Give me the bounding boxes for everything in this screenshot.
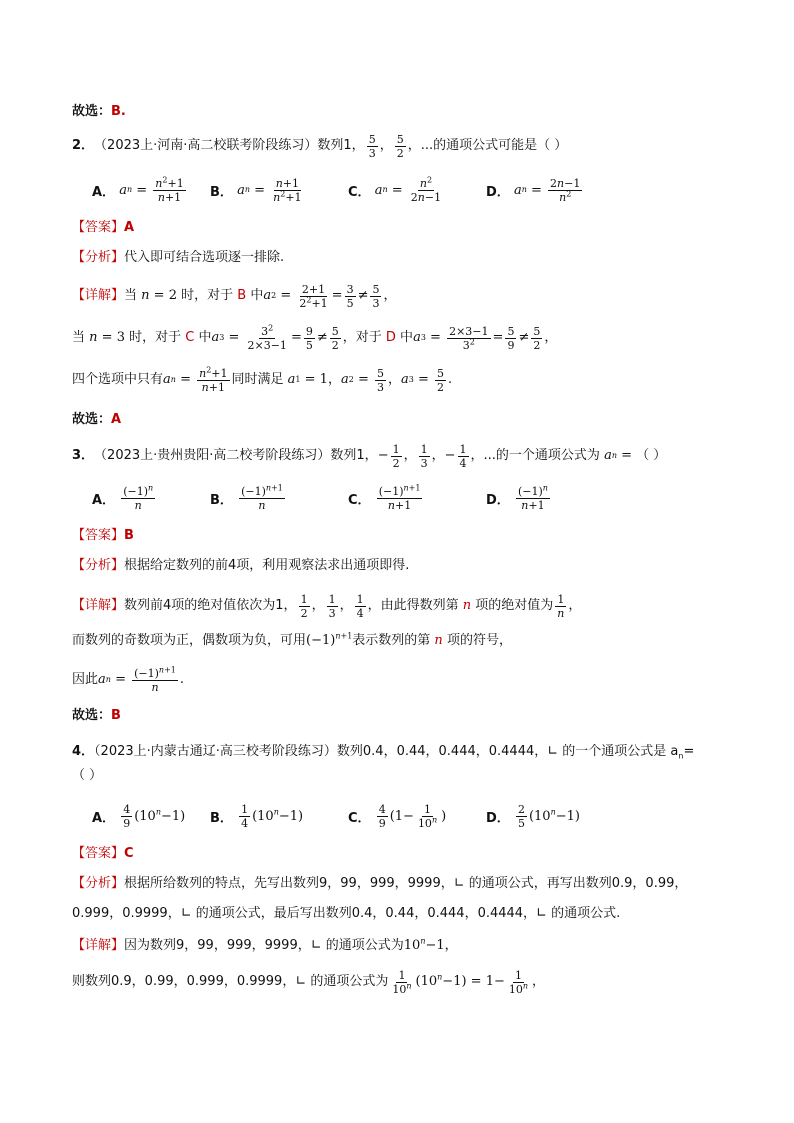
option-c: C． a n = $\frac{n^2}{2n-1}$ bbox=[348, 174, 442, 204]
fraction: $\frac{5}{2}$ bbox=[396, 132, 404, 160]
question-4-analysis-1: 【分析】根据所给数列的特点，先写出数列9，99，999，9999，∟ 的通项公式，再写出数列0.9，0.99， bbox=[72, 876, 688, 891]
question-2-analysis: 【分析】代入即可结合选项逐一排除. bbox=[72, 250, 285, 265]
question-2-stem: 2． （2023上·河南·高二校联考阶段练习） 数列1， $\frac{5}{3}$ ， $\frac{5}{2}$ ，...的通项公式可能是（ ） bbox=[72, 132, 568, 160]
question-3-analysis: 【分析】根据给定数列的前4项，利用观察法求出通项即得. bbox=[72, 558, 410, 573]
question-4-detail-1: 【详解】因为数列9，99，999，9999，∟ 的通项公式为$10^n-1$， bbox=[72, 936, 458, 953]
fraction: $\frac{5}{3}$ bbox=[368, 132, 376, 160]
question-4-analysis-2: 0.999，0.9999，∟ 的通项公式，最后写出数列0.4，0.44，0.444，0.4444，∟ 的通项公式. bbox=[72, 906, 621, 921]
option-a: A． a n = $\frac{n^2+1}{n+1}$ bbox=[92, 174, 184, 204]
question-3-detail-3: 因此 a n = $\frac{(-1)^{n+1}}{n}$ . bbox=[72, 664, 185, 694]
question-4-stem: 4．（2023上·内蒙古通辽·高三校考阶段练习）数列0.4，0.44，0.444，0.4444，∟ 的一个通项公式是 $a_n=$ bbox=[72, 744, 695, 761]
option-d: D． $\frac{(-1)^n}{n+1}$ bbox=[486, 482, 548, 512]
option-b: B． $\frac{(-1)^{n+1}}{n}$ bbox=[210, 482, 283, 512]
question-3-choose: 故选：B bbox=[72, 708, 121, 723]
option-c: C． $\frac{(-1)^{n+1}}{n+1}$ bbox=[348, 482, 421, 512]
question-2-detail-2: 当 n = 3 时，对于 C 中 a 3 = $\frac{3^2}{2\times 3-1}$ = $\frac{9}{5}$ ≠ $\frac{5}{2}$ ，对于 D 中 a 3 = $\frac{2\times 3-1}{3^2}$ = $\frac{5}{9}$ ≠ $\frac{5}{2}$ ， bbox=[72, 322, 558, 352]
question-3-options bbox=[92, 478, 754, 518]
question-4-options bbox=[92, 796, 754, 836]
option-a: A． $\frac{(-1)^n}{n}$ bbox=[92, 482, 154, 512]
question-3-detail-2: 而数列的奇数项为正，偶数项为负，可用 $(-1)^{n+1}$ 表示数列的第 n 项的符号， bbox=[72, 631, 512, 648]
question-3-stem: 3． （2023上·贵州贵阳·高二校考阶段练习） 数列1， − $\frac{1}{2}$ ， $\frac{1}{3}$ ， − $\frac{1}{4}$ ，...的一个通项公式为 a n = （ ） bbox=[72, 442, 667, 470]
option-a: A． $\frac{4}{9}$ $(10^n-1)$ bbox=[92, 802, 186, 830]
question-2-answer: 【答案】A bbox=[72, 220, 135, 235]
option-d: D． a n = $\frac{2n-1}{n^2}$ bbox=[486, 176, 581, 204]
question-2-detail-1: 【详解】 当 n = 2 时，对于 B 中 a 2 = $\frac{2+1}{2^2+1}$ = $\frac{3}{5}$ ≠ $\frac{5}{3}$ ， bbox=[72, 282, 397, 310]
question-2-options bbox=[92, 170, 754, 210]
choose-line-prev: 故选：B. bbox=[72, 104, 126, 119]
question-3-answer: 【答案】B bbox=[72, 528, 134, 543]
option-d: D． $\frac{2}{5}$ $(10^n-1)$ bbox=[486, 802, 580, 830]
option-b: B． $\frac{1}{4}$ $(10^n-1)$ bbox=[210, 802, 304, 830]
question-4-detail-2: 则数列0.9，0.99，0.999，0.9999，∟ 的通项公式为 $\frac{1}{10^n}$ $(10^n-1)$ = 1− $\frac{1}{10^n}$ ， bbox=[72, 968, 546, 996]
question-2-choose: 故选：A bbox=[72, 412, 122, 427]
question-4-stem-bracket: （ ） bbox=[72, 768, 103, 783]
question-3-detail-1: 【详解】 数列前4项的绝对值依次为1， $\frac{1}{2}$ ， $\frac{1}{3}$ ， $\frac{1}{4}$ ，由此得数列第 n 项的绝对值为 $\frac{1}{n}$ ， bbox=[72, 592, 582, 620]
option-c: C． $\frac{4}{9}$ (1− $\frac{1}{10^n}$ ) bbox=[348, 802, 447, 830]
question-4-answer: 【答案】C bbox=[72, 846, 134, 861]
option-b: B． a n = $\frac{n+1}{n^2+1}$ bbox=[210, 176, 302, 204]
question-2-detail-3: 四个选项中只有 a n = $\frac{n^2+1}{n+1}$ 同时满足 a 1 = 1 ， a 2 = $\frac{5}{3}$ ， a 3 = $\frac{5}{2}$ . bbox=[72, 364, 453, 394]
